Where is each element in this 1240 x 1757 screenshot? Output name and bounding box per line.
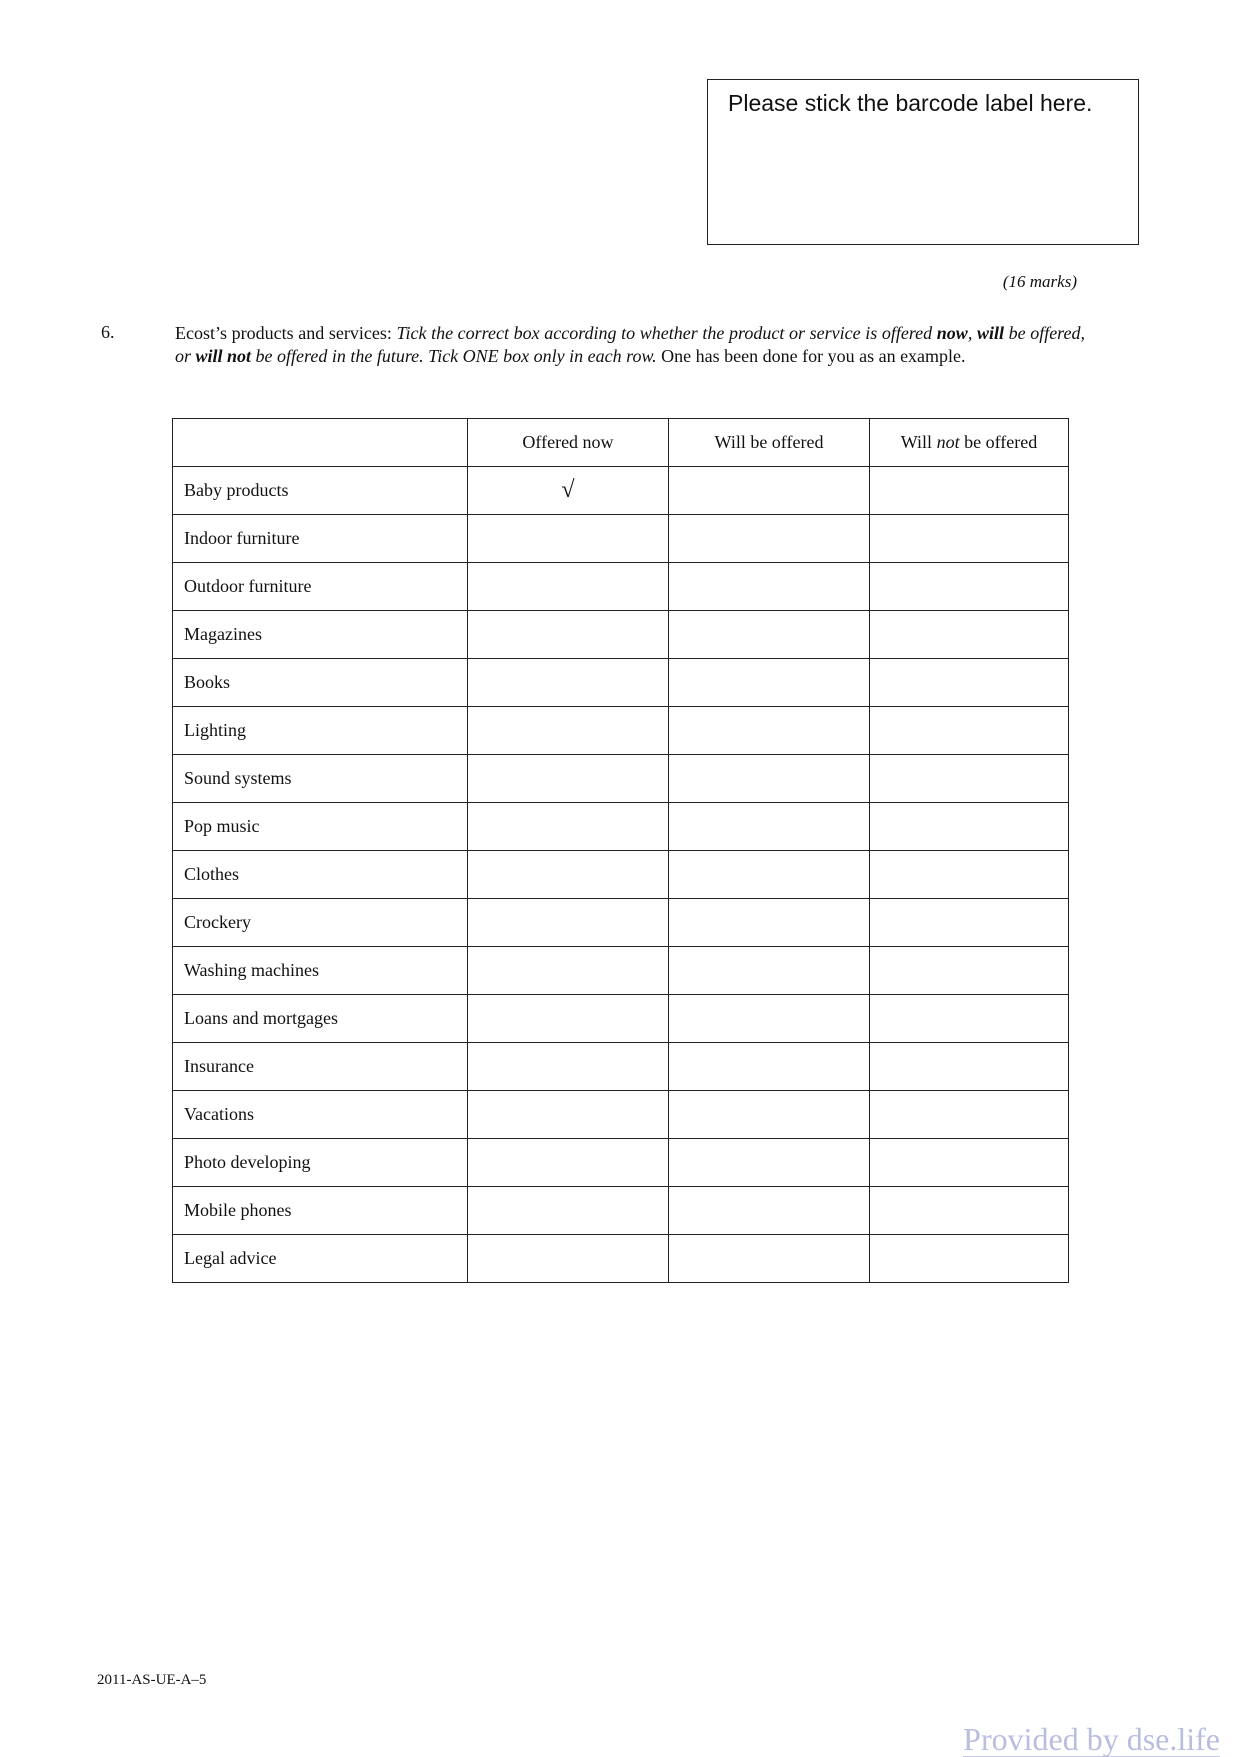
table-row: [173, 851, 1069, 899]
checkbox-will-be-offered[interactable]: [669, 659, 870, 707]
row-item-label: Crockery: [173, 899, 468, 947]
instruction-text-2: ,: [967, 323, 977, 343]
row-item-label: Indoor furniture: [173, 515, 468, 563]
checkbox-will-not-be-offered[interactable]: [870, 659, 1069, 707]
checkbox-offered-now[interactable]: [468, 659, 669, 707]
checkbox-offered-now[interactable]: [468, 755, 669, 803]
checkbox-offered-now[interactable]: √: [468, 467, 669, 515]
checkbox-will-not-be-offered[interactable]: [870, 803, 1069, 851]
footer-code: 2011-AS-UE-A–5: [97, 1672, 207, 1688]
row-item-label: Vacations: [173, 1091, 468, 1139]
table-row: [173, 1139, 1069, 1187]
checkbox-will-be-offered[interactable]: [669, 611, 870, 659]
instruction-will-not: will not: [195, 346, 252, 366]
row-item-label: Insurance: [173, 1043, 468, 1091]
checkbox-will-not-be-offered[interactable]: [870, 515, 1069, 563]
instruction-now: now: [936, 323, 968, 343]
provider-link[interactable]: Provided by dse.life: [963, 1721, 1220, 1757]
barcode-label: Please stick the barcode label here.: [728, 90, 1093, 116]
row-item-label: Books: [173, 659, 468, 707]
row-item-label: Clothes: [173, 851, 468, 899]
header-item: [173, 419, 468, 467]
checkbox-will-not-be-offered[interactable]: [870, 1187, 1069, 1235]
row-item-label: Photo developing: [173, 1139, 468, 1187]
header-offered-now: Offered now: [468, 419, 669, 467]
question-number: 6.: [101, 322, 115, 342]
checkbox-will-not-be-offered[interactable]: [870, 707, 1069, 755]
checkbox-will-be-offered[interactable]: [669, 995, 870, 1043]
checkbox-offered-now[interactable]: [468, 563, 669, 611]
checkbox-will-be-offered[interactable]: [669, 1235, 870, 1283]
row-item-label: Loans and mortgages: [173, 995, 468, 1043]
checkbox-will-be-offered[interactable]: [669, 515, 870, 563]
checkbox-will-not-be-offered[interactable]: [870, 1235, 1069, 1283]
table-header-row: [173, 419, 1069, 467]
table-row: [173, 515, 1069, 563]
header-3-after: be offered: [959, 432, 1038, 452]
checkbox-offered-now[interactable]: [468, 1139, 669, 1187]
table-row: [173, 1091, 1069, 1139]
table-row: [173, 803, 1069, 851]
header-will-be-offered: Will be offered: [669, 419, 870, 467]
row-item-label: Washing machines: [173, 947, 468, 995]
checkbox-will-not-be-offered[interactable]: [870, 947, 1069, 995]
checkbox-will-be-offered[interactable]: [669, 1139, 870, 1187]
row-item-label: Magazines: [173, 611, 468, 659]
row-item-label: Legal advice: [173, 1235, 468, 1283]
checkbox-will-not-be-offered[interactable]: [870, 1043, 1069, 1091]
checkbox-will-not-be-offered[interactable]: [870, 995, 1069, 1043]
row-item-label: Lighting: [173, 707, 468, 755]
table-body: [173, 467, 1069, 1283]
checkbox-will-not-be-offered[interactable]: [870, 755, 1069, 803]
checkbox-will-not-be-offered[interactable]: [870, 851, 1069, 899]
checkbox-will-be-offered[interactable]: [669, 947, 870, 995]
row-item-label: Sound systems: [173, 755, 468, 803]
checkbox-will-be-offered[interactable]: [669, 803, 870, 851]
table-row: [173, 1235, 1069, 1283]
checkbox-will-not-be-offered[interactable]: [870, 563, 1069, 611]
row-item-label: Outdoor furniture: [173, 563, 468, 611]
checkbox-offered-now[interactable]: [468, 515, 669, 563]
checkbox-offered-now[interactable]: [468, 899, 669, 947]
table-row: [173, 467, 1069, 515]
checkbox-will-be-offered[interactable]: [669, 1091, 870, 1139]
table-row: [173, 899, 1069, 947]
table-row: [173, 563, 1069, 611]
question-lead: Ecost’s products and services:: [175, 323, 397, 343]
instruction-text-3: be offered, or: [175, 323, 1086, 366]
table-row: [173, 707, 1069, 755]
instruction-will: will: [976, 323, 1004, 343]
table-row: [173, 755, 1069, 803]
checkbox-will-not-be-offered[interactable]: [870, 1139, 1069, 1187]
checkbox-offered-now[interactable]: [468, 803, 669, 851]
checkbox-offered-now[interactable]: [468, 995, 669, 1043]
checkbox-will-be-offered[interactable]: [669, 707, 870, 755]
table-row: [173, 1043, 1069, 1091]
checkbox-will-be-offered[interactable]: [669, 563, 870, 611]
header-3-emph: not: [936, 432, 960, 452]
row-item-label: Mobile phones: [173, 1187, 468, 1235]
table-row: [173, 947, 1069, 995]
checkbox-will-be-offered[interactable]: [669, 899, 870, 947]
checkbox-will-not-be-offered[interactable]: [870, 467, 1069, 515]
instruction-text-1: Tick the correct box according to whether the product or service is offered: [396, 323, 937, 343]
barcode-box: [707, 79, 1139, 245]
checkbox-offered-now[interactable]: [468, 851, 669, 899]
question-tail: One has been done for you as an example.: [656, 346, 966, 366]
checkbox-will-be-offered[interactable]: [669, 851, 870, 899]
checkbox-offered-now[interactable]: [468, 1187, 669, 1235]
checkbox-will-be-offered[interactable]: [669, 467, 870, 515]
header-3-before: Will: [900, 432, 937, 452]
row-item-label: Pop music: [173, 803, 468, 851]
table-row: [173, 611, 1069, 659]
checkbox-will-not-be-offered[interactable]: [870, 1091, 1069, 1139]
table-row: [173, 659, 1069, 707]
checkbox-offered-now[interactable]: [468, 1235, 669, 1283]
checkbox-offered-now[interactable]: [468, 1043, 669, 1091]
marks-label: (16 marks): [1002, 272, 1077, 291]
checkbox-offered-now[interactable]: [468, 707, 669, 755]
header-will-not-be-offered: [870, 419, 1069, 467]
row-item-label: Baby products: [173, 467, 468, 515]
table-row: [173, 995, 1069, 1043]
checkbox-will-not-be-offered[interactable]: [870, 899, 1069, 947]
checkbox-will-be-offered[interactable]: [669, 1187, 870, 1235]
checkbox-will-be-offered[interactable]: [669, 1043, 870, 1091]
checkbox-offered-now[interactable]: [468, 1091, 669, 1139]
products-table: [172, 418, 1069, 1283]
checkbox-will-be-offered[interactable]: [669, 755, 870, 803]
question-instructions: [175, 322, 1085, 368]
instruction-text-4: be offered in the future. Tick ONE box only in each row.: [251, 346, 657, 366]
checkbox-will-not-be-offered[interactable]: [870, 611, 1069, 659]
checkbox-offered-now[interactable]: [468, 611, 669, 659]
table-row: [173, 1187, 1069, 1235]
checkbox-offered-now[interactable]: [468, 947, 669, 995]
